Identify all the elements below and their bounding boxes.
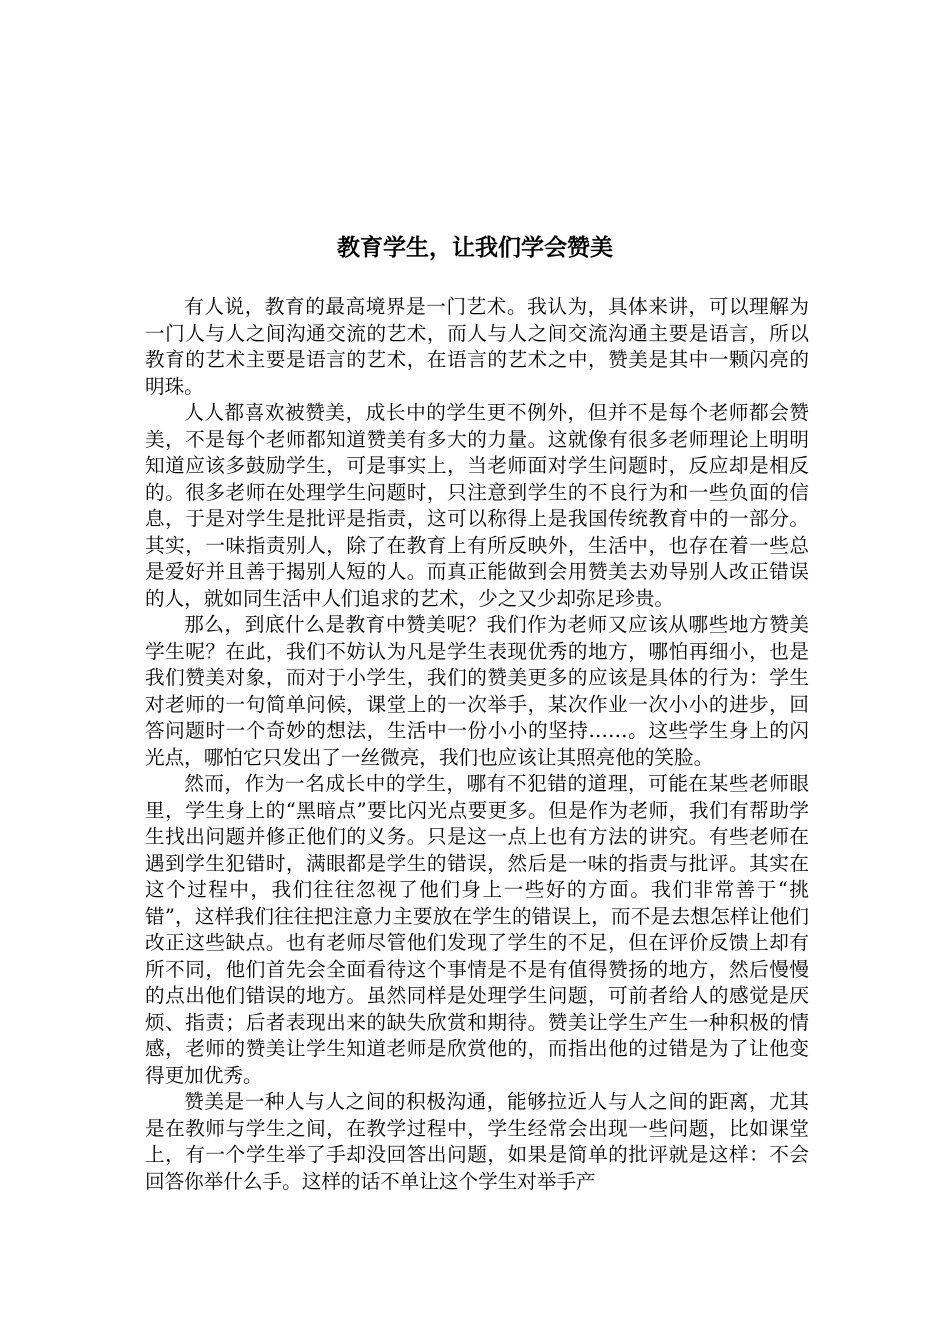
paragraph-5: 赞美是一种人与人之间的积极沟通，能够拉近人与人之间的距离，尤其是在教师与学生之间，在教学过程中，学生经常会出现一些问题，比如课堂上，有一个学生举了手却没回答出问题，如果是简单的批评就是这样：不会回答你举什么手。这样的话不单让这个学生对举手产 — [145, 1090, 809, 1193]
document-body — [145, 294, 809, 1195]
paragraph-3: 那么，到底什么是教育中赞美呢？我们作为老师又应该从哪些地方赞美学生呢？在此，我们不妨认为凡是学生表现优秀的地方，哪怕再细小，也是我们赞美对象，而对于小学生，我们的赞美更多的应该是具体的行为：学生对老师的一句简单问候，课堂上的一次举手，某次作业一次小小的进步，回答问题时一个奇妙的想法，生活中一份小小的坚持……。这些学生身上的闪光点，哪怕它只发出了一丝微亮，我们也应该让其照亮他的笑脸。 — [145, 613, 809, 769]
paragraph-2: 人人都喜欢被赞美，成长中的学生更不例外，但并不是每个老师都会赞美，不是每个老师都知道赞美有多大的力量。这就像有很多老师理论上明明知道应该多鼓励学生，可是事实上，当老师面对学生问题时，反应却是相反的。很多老师在处理学生问题时，只注意到学生的不良行为和一些负面的信息，于是对学生是批评是指责，这可以称得上是我国传统教育中的一部分。其实，一味指责别人，除了在教育上有所反映外，生活中，也存在着一些总是爱好并且善于揭别人短的人。而真正能做到会用赞美去劝导别人改正错误的人，就如同生活中人们追求的艺术，少之又少却弥足珍贵。 — [145, 401, 809, 610]
paragraph-1: 有人说，教育的最高境界是一门艺术。我认为，具体来讲，可以理解为一门人与人之间沟通交流的艺术，而人与人之间交流沟通主要是语言，所以教育的艺术主要是语言的艺术，在语言的艺术之中，赞美是其中一颗闪亮的明珠。 — [145, 295, 809, 398]
paragraph-4: 然而，作为一名成长中的学生，哪有不犯错的道理，可能在某些老师眼里，学生身上的“黑暗点”要比闪光点要更多。但是作为老师，我们有帮助学生找出问题并修正他们的义务。只是这一点上也有方法的讲究。有些老师在遇到学生犯错时，满眼都是学生的错误，然后是一味的指责与批评。其实在这个过程中，我们往往忽视了他们身上一些好的方面。我们非常善于“挑错”，这样我们往往把注意力主要放在学生的错误上，而不是去想怎样让他们改正这些缺点。也有老师尽管他们发现了学生的不足，但在评价反馈上却有所不同，他们首先会全面看待这个事情是不是有值得赞扬的地方，然后慢慢的点出他们错误的地方。虽然同样是处理学生问题，可前者给人的感觉是厌烦、指责；后者表现出来的缺失欣赏和期待。赞美让学生产生一种积极的情感，老师的赞美让学生知道老师是欣赏他的，而指出他的过错是为了让他变得更加优秀。 — [145, 772, 809, 1087]
document-title: 教育学生，让我们学会赞美 — [337, 235, 613, 261]
